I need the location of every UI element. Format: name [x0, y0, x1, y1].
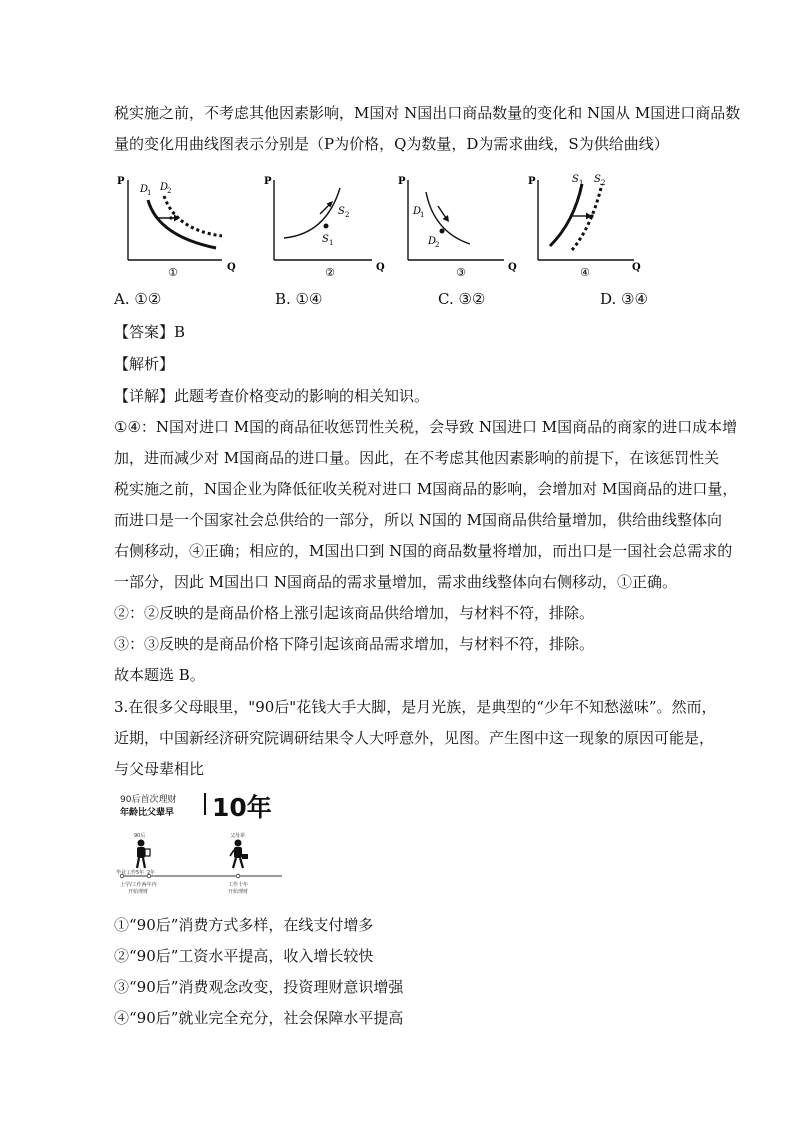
caption-parent-line-2: 开始理财 [228, 889, 249, 895]
graph-4 [524, 170, 648, 282]
graph-4-label-a-sub: 1 [579, 179, 584, 187]
graph-3-axis-q: Q [508, 262, 517, 273]
detail-line-6: 右侧移动，④正确；相应的，M国出口到 N国的商品数量将增加，而出口是一国社会总需求的 [114, 542, 733, 560]
graph-4-axis-q: Q [632, 262, 641, 273]
caption-parent-line-1: 工作十年 [228, 882, 249, 888]
graph-3-number: ③ [456, 266, 466, 279]
graph-1 [114, 170, 234, 282]
detail-line-4: 税实施之前，N国企业为降低征收关税对进口 M国商品的影响，会增加对 M国商品的进口量， [114, 480, 738, 498]
person1-label: 90后 [134, 833, 146, 839]
caption-90s-line-1: 上学/工作两年内 [120, 882, 157, 888]
q3-line-2: 近期，中国新经济研究院调研结果令人大呼意外，见图。产生图中这一现象的原因可能是， [114, 729, 715, 747]
detail-line-2: ①④：N国对进口 M国的商品征收惩罚性关税，会导致 N国进口 M国商品的商家的进口成本增 [114, 418, 738, 436]
choice-1: ①“90后”消费方式多样，在线支付增多 [114, 916, 374, 934]
choice-2: ②“90后”工资水平提高，收入增长较快 [114, 947, 374, 965]
choice-3: ③“90后”消费观念改变，投资理财意识增强 [114, 978, 404, 996]
infographic-title-1: 90后首次理财 [120, 795, 177, 805]
graph-2-label-a-sub: 2 [345, 211, 350, 219]
graph-2-axis-q: Q [376, 262, 385, 273]
graph-3-label-a: D [413, 206, 422, 217]
question-intro-line-2: 量的变化用曲线图表示分别是（P为价格，Q为数量，D为需求曲线，S为供给曲线） [114, 135, 669, 153]
graph-3 [394, 170, 517, 282]
option-c[interactable]: C. ③② [438, 290, 486, 308]
infographic-big-text: 10年 [212, 793, 272, 822]
graph-1-number: ① [168, 266, 178, 279]
graph-2-label-b-sub: 1 [329, 239, 334, 247]
graph-1-label-a: D [140, 184, 149, 195]
graph-1-axis-p: P [117, 176, 125, 187]
detail-line-3: 加，进而减少对 M国商品的进口量。因此，在不考虑其他因素影响的前提下，在该惩罚性关 [114, 449, 720, 467]
option-d[interactable]: D. ③④ [600, 290, 648, 308]
person-parent-icon [230, 840, 248, 869]
graph-1-axis-q: Q [227, 262, 236, 273]
graph-4-axis-p: P [528, 176, 536, 187]
graph-2-label-a: S [338, 206, 345, 217]
q3-line-1: 3.在很多父母眼里，"90后"花钱大手大脚，是月光族，是典型的“少年不知愁滋味”。然而， [114, 698, 717, 716]
option-a[interactable]: A. ①② [114, 290, 162, 308]
analysis-heading: 【解析】 [114, 355, 175, 373]
q3-line-3: 与父母辈相比 [114, 760, 205, 778]
graph-1-label-b: D [160, 182, 169, 193]
graph-3-label-b: D [428, 236, 437, 247]
infographic-title-2: 年龄比父辈早 [120, 808, 175, 818]
graph-3-label-a-sub: 1 [420, 211, 425, 219]
detail-line-10: 故本题选 B。 [114, 666, 205, 684]
detail-line-9: ③：③反映的是商品价格下降引起该商品需求增加，与材料不符，排除。 [114, 635, 595, 653]
graph-1-label-a-sub: 1 [147, 189, 152, 197]
detail-line-5: 而进口是一个国家社会总供给的一部分，所以 N国的 M国商品供给量增加，供给曲线整体向 [114, 511, 723, 529]
choice-4: ④“90后”就业完全充分，社会保障水平提高 [114, 1009, 404, 1027]
person2-label: 父母辈 [230, 833, 246, 839]
graph-4-number: ④ [580, 266, 590, 279]
infographic-figure [114, 790, 284, 900]
person-90s-icon [137, 840, 150, 869]
year-label: 2年 [147, 870, 156, 876]
left-small-label: 毕业工作5年 [116, 870, 145, 876]
detail-line-7: 一部分，因此 M国出口 N国商品的需求量增加，需求曲线整体向右侧移动，①正确。 [114, 573, 678, 591]
graph-3-axis-p: P [398, 176, 406, 187]
graph-1-label-b-sub: 2 [167, 187, 172, 195]
answer: 【答案】B [114, 323, 186, 341]
option-b[interactable]: B. ①④ [275, 290, 323, 308]
graph-2 [260, 170, 385, 282]
detail-line-1: 【详解】此题考查价格变动的影响的相关知识。 [114, 387, 430, 405]
caption-90s-line-2: 开始理财 [128, 889, 149, 895]
graph-2-label-b: S [322, 234, 329, 245]
graph-2-number: ② [325, 266, 335, 279]
graph-2-axis-p: P [264, 176, 272, 187]
graph-4-label-a: S [572, 174, 579, 185]
detail-line-8: ②：②反映的是商品价格上涨引起该商品供给增加，与材料不符，排除。 [114, 604, 595, 622]
graph-4-label-b: S [594, 174, 601, 185]
graph-3-label-b-sub: 2 [435, 241, 440, 249]
question-intro-line-1: 税实施之前，不考虑其他因素影响，M国对 N国出口商品数量的变化和 N国从 M国进口商品数 [114, 104, 741, 122]
graph-4-label-b-sub: 2 [601, 179, 606, 187]
